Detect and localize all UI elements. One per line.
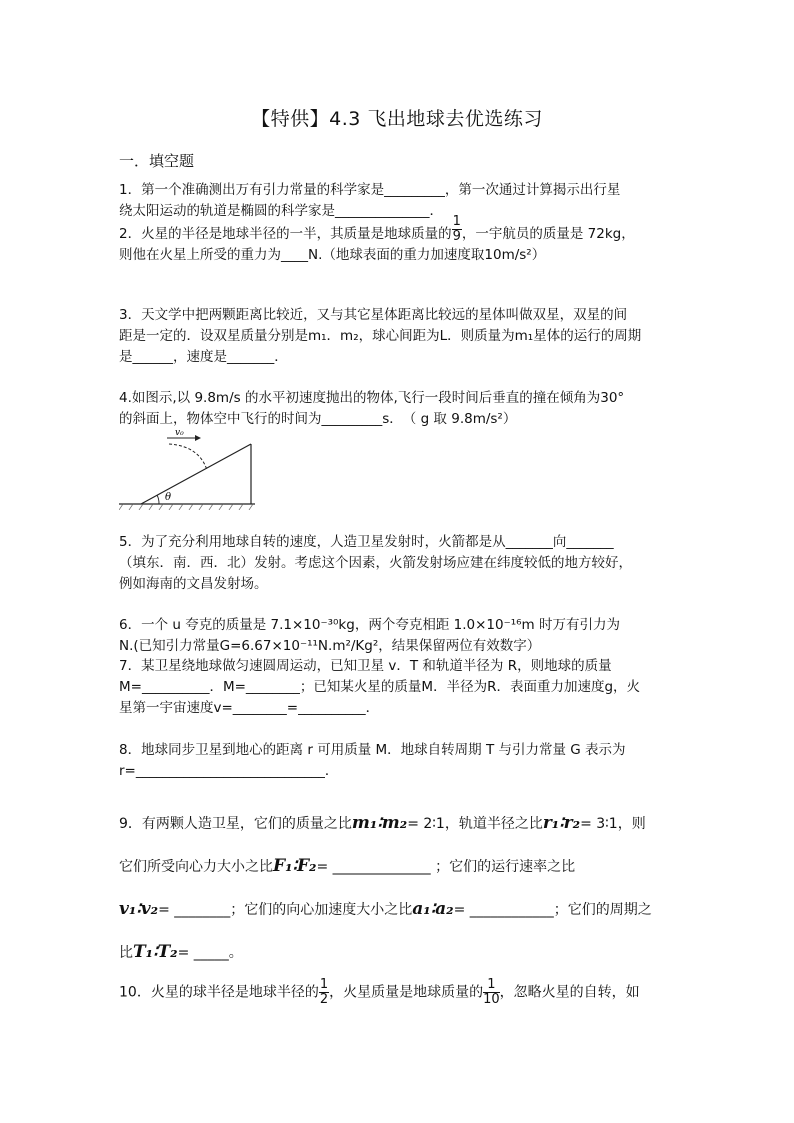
question-3 [119,305,679,368]
q9-line-1 [119,802,679,845]
q9-radius-ratio: r₁∶r₂ [542,813,581,833]
q2-line-2: 则他在火星上所受的重力为____N.（地球表面的重力加速度取10m/s²） [119,247,546,263]
q10-fraction-mass [483,978,500,1007]
figure-arrow-head [195,435,201,441]
figure-trajectory [169,444,207,470]
q2-frac-den: 9 [452,228,461,244]
q4-figure-incline [119,428,259,510]
question-1 [119,180,679,222]
q9-line-4 [119,931,679,974]
q4-line-1: 4.如图示,以 9.8m/s 的水平初速度抛出的物体,飞行一段时间后垂直的撞在倾角为30° [119,390,625,406]
figure-theta-label: θ [165,492,172,503]
q9-text: = ________；它们的向心加速度大小之比 [158,902,413,918]
q10-text: ，忽略火星的自转，如 [499,984,640,1001]
q10-fraction-radius [319,978,329,1007]
q9-text: 比 [119,945,133,961]
q2-frac-num: 1 [452,213,461,229]
question-6 [119,615,679,657]
q9-line-3 [119,888,679,931]
q3-line-2: 距是一定的．设双星质量分别是m₁．m₂，球心间距为L．则质量为m₁星体的运行的周期 [119,328,642,344]
q9-text: = ____________；它们的周期之 [453,902,652,918]
q10-text: ，火星质量是地球质量的 [329,984,484,1001]
q9-text: = 3∶1，则 [580,816,646,832]
q9-mass-ratio: m₁∶m₂ [351,813,408,833]
question-5 [119,532,679,595]
q9-accel-ratio: a₁∶a₂ [412,899,454,919]
q9-line-2 [119,845,679,888]
question-10 [119,978,679,1007]
q9-text: 它们所受向心力大小之比 [119,859,273,875]
q10-frac2-num: 1 [483,978,500,993]
q6-line-1: 6．一个 u 夸克的质量是 7.1×10⁻³⁰kg，两个夸克相距 1.0×10⁻¹⁶m 时万有引力为 [119,617,620,633]
figure-v0-label: v₀ [175,428,184,438]
q1-line-2: 绕太阳运动的轨道是椭圆的科学家是______________． [119,203,443,219]
question-8 [119,740,679,782]
q10-frac1-num: 1 [319,977,329,992]
question-9 [119,802,679,974]
q2-text-a: 2．火星的半径是地球半径的一半，其质量是地球质量的 [119,226,452,242]
q4-line-2: 的斜面上，物体空中飞行的时间为_________s． （ g 取 9.8m/s²） [119,411,517,427]
q2-text-b: ，一宇航员的质量是 72kg， [461,226,635,242]
q10-frac2-den: 10 [483,992,500,1007]
figure-ground-hatch [119,504,253,510]
q2-fraction [452,215,462,244]
section-heading: 一．填空题 [119,152,195,170]
q9-text: = ______________ ；它们的运行速率之比 [316,859,576,875]
q3-line-1: 3．天文学中把两颗距离比较近，又与其它星体距离比较远的星体叫做双星，双星的间 [119,307,628,323]
q9-text: = 2∶1，轨道半径之比 [407,816,543,832]
q8-line-2: r=____________________________． [119,763,339,779]
q5-line-2: （填东．南．西．北）发射。考虑这个因素，火箭发射场应建在纬度较低的地方较好， [119,555,632,571]
q10-text: 10．火星的球半径是地球半径的 [119,984,319,1001]
q9-period-ratio: T₁∶T₂ [133,942,178,962]
q9-text: = _____。 [177,945,243,961]
q9-text: 9．有两颗人造卫星，它们的质量之比 [119,816,352,832]
figure-theta-arc [157,495,159,504]
q7-line-1: 7．某卫星绕地球做匀速圆周运动，已知卫星 v．T 和轨道半径为 R，则地球的质量 [119,658,612,674]
q9-speed-ratio: v₁∶v₂ [119,899,159,919]
question-2 [119,213,679,266]
q5-line-1: 5．为了充分利用地球自转的速度，人造卫星发射时，火箭都是从_______向_______ [119,534,614,550]
q10-frac1-den: 2 [319,992,329,1007]
question-4 [119,388,679,430]
q8-line-1: 8．地球同步卫星到地心的距离 r 可用质量 M．地球自转周期 T 与引力常量 G 表示为 [119,742,626,758]
q1-line-1: 1．第一个准确测出万有引力常量的科学家是_________，第一次通过计算揭示出行星 [119,182,621,198]
question-7 [119,656,679,719]
q9-force-ratio: F₁∶F₂ [273,856,317,876]
q7-line-3: 星第一宇宙速度v=________=__________． [119,700,380,716]
q3-line-3: 是______，速度是_______． [119,349,288,365]
q6-line-2: N.(已知引力常量G=6.67×10⁻¹¹N.m²/Kg²，结果保留两位有效数字） [119,638,541,654]
q2-line-1 [119,213,679,245]
page-title: 【特供】4.3 飞出地球去优选练习 [251,108,543,130]
q10-line-1 [119,978,679,1007]
q7-line-2: M=__________．M=________；已知某火星的质量M．半径为R．表面重力加速度g，火 [119,679,641,695]
q5-line-3: 例如海南的文昌发射场。 [119,576,268,592]
